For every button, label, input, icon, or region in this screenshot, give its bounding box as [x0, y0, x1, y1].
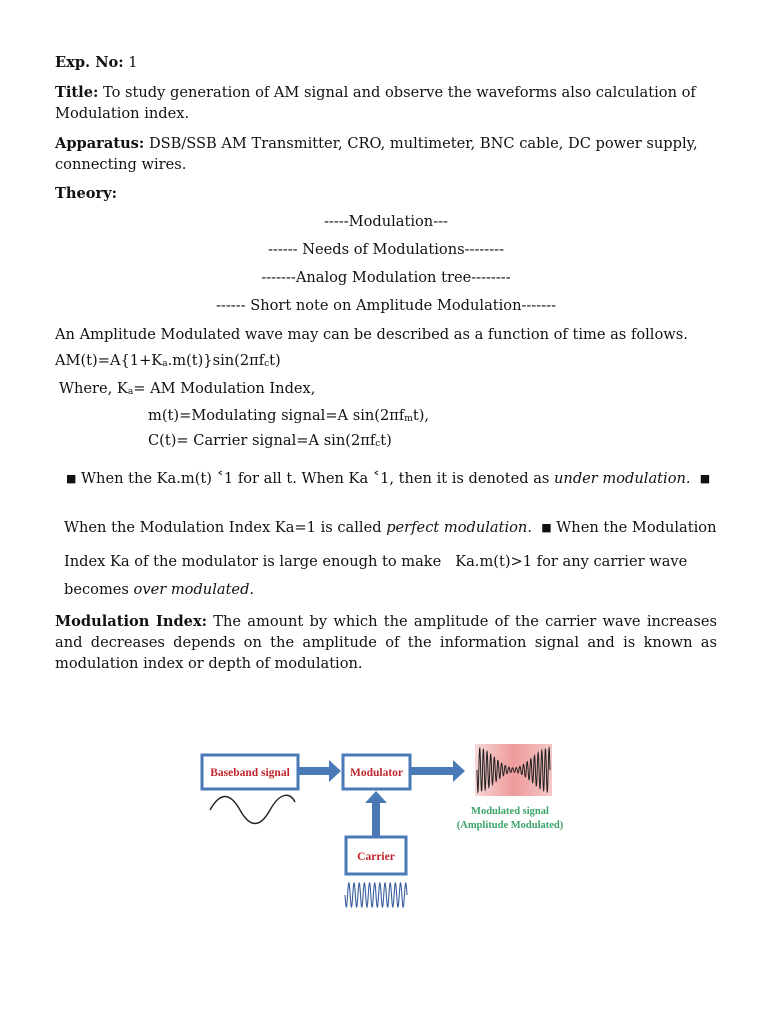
where-line-3: C(t)= Carrier signal=A $\sin(2\pi f_ct)$: [148, 432, 392, 449]
bullet-over-line-2: Index Ka of the modulator is large enough to make Ka.m(t)>1 for any carrier wave: [64, 553, 688, 570]
output-label-line-1: Modulated signal: [471, 806, 549, 817]
theory-heading: [55, 183, 717, 204]
heading-needs: ------ Needs of Modulations--------: [267, 241, 505, 258]
heading-tree: -------Analog Modulation tree--------: [261, 269, 511, 286]
exp-label: Exp. No:: [55, 54, 124, 71]
arrow-modulator-to-output: [411, 760, 465, 782]
apparatus-line: [55, 133, 717, 175]
apparatus-value: DSB/SSB AM Transmitter, CRO, multimeter, BNC cable, DC power supply, connecting wires.: [55, 135, 698, 173]
theory-label: Theory:: [55, 185, 118, 202]
baseband-block: [202, 755, 298, 789]
where-line-1: Where, $K_a=$ AM Modulation Index,: [59, 380, 316, 397]
heading-modulation: -----Modulation---: [323, 213, 448, 230]
output-label-line-2: (Amplitude Modulated): [456, 820, 564, 831]
where-line-2: m(t)=Modulating signal=A $\sin(2\pi f_mt)$,: [148, 407, 430, 424]
baseband-wave-icon: [210, 795, 295, 823]
bullet-square-icon: ■: [541, 521, 552, 534]
title-value: To study generation of AM signal and observe the waveforms also calculation of Modulation index.: [55, 84, 696, 122]
modulation-index-label: Modulation Index:: [55, 613, 208, 630]
modulator-label: Modulator: [349, 767, 404, 779]
bullet-over-line-3: becomes over modulated.: [64, 581, 255, 598]
title-label: Title:: [55, 84, 99, 101]
arrow-baseband-to-modulator: [299, 760, 341, 782]
carrier-label: Carrier: [357, 851, 395, 863]
exp-line: [55, 52, 717, 73]
carrier-wave-icon: [345, 883, 407, 907]
arrow-carrier-to-modulator: [365, 791, 387, 836]
exp-value: 1: [128, 54, 138, 71]
bullet-perfect-modulation: When the Modulation Index Ka=1 is called perfect modulation. ■ When the Modulation: [64, 519, 717, 536]
bullet-square-icon: ■: [699, 472, 711, 485]
modulation-index-paragraph: Modulation Index: The amount by which the amplitude of the carrier wave increases and decreases depends on the amplitude of the information signal and is known as modulation index or depth of modulation.: [55, 613, 717, 672]
apparatus-label: Apparatus:: [55, 135, 145, 152]
baseband-label: Baseband signal: [210, 767, 290, 779]
modulator-block: [343, 755, 410, 789]
am-block-diagram: [195, 740, 585, 920]
title-line: [55, 82, 717, 124]
carrier-block: [346, 837, 406, 874]
am-formula: $AM(t)=A\{1+K_a.m(t)\}\sin(2\pi f_ct)$: [55, 352, 281, 369]
bullet-under-modulation: ■ When the Ka.m(t) ˂1 for all t. When Ka ˂1, then it is denoted as under modulation. ■: [66, 470, 711, 487]
am-intro: An Amplitude Modulated wave may can be described as a function of time as follows.: [55, 326, 688, 343]
bullet-square-icon: ■: [66, 472, 77, 485]
heading-short-note: ------ Short note on Amplitude Modulation-------: [215, 297, 557, 314]
